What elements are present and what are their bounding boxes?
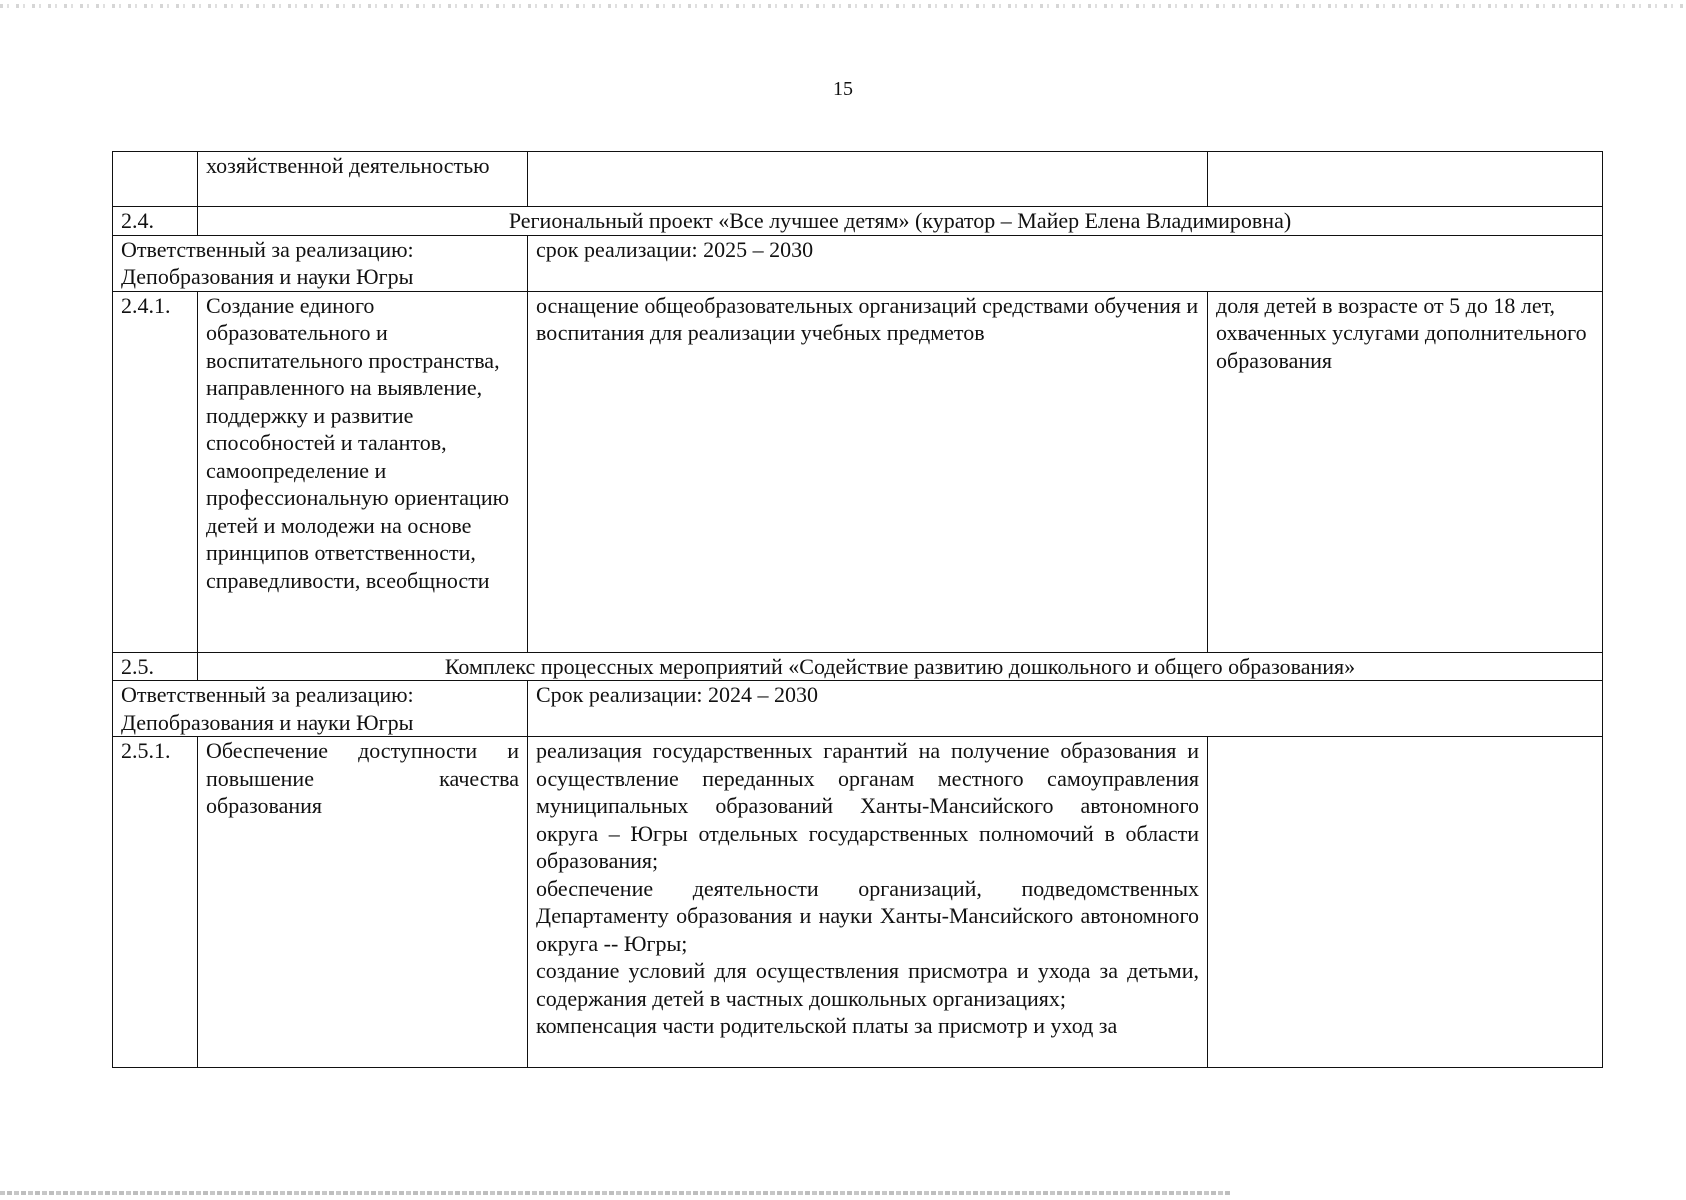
indicator-cell: доля детей в возрасте от 5 до 18 лет, охваченных услугами дополнительного образования [1208,291,1603,652]
task-number: 2.4.1. [113,291,198,652]
task-name-cell: Создание единого образовательного и воспитательного пространства, направленного на выявление, поддержку и развитие способностей и талантов, самоопределение и профессиональную ориентацию детей и молодежи на основе принципов ответственности, справедливости, всеобщности [198,291,528,652]
indicator-cell [1208,152,1603,207]
effect-item: создание условий для осуществления присмотра и ухода за детьми, содержания детей в частных дошкольных организациях; [536,958,1199,1011]
scan-artifact-bottom [0,1191,1230,1195]
section-header-row [113,207,1603,236]
responsible-row [113,235,1603,291]
section-title: Региональный проект «Все лучшее детям» (куратор – Майер Елена Владимировна) [198,207,1603,236]
task-number: 2.5.1. [113,737,198,1068]
effect-cell: оснащение общеобразовательных организаций средствами обучения и воспитания для реализации учебных предметов [528,291,1208,652]
section-number: 2.4. [113,207,198,236]
program-table [112,151,1603,1068]
effect-item: компенсация части родительской платы за присмотр и уход за [536,1013,1118,1038]
responsible-row [113,681,1603,737]
section-number: 2.5. [113,652,198,681]
page-number: 15 [833,78,853,100]
section-header-row [113,652,1603,681]
effect-item: реализация государственных гарантий на получение образования и осуществление переданных органам местного самоуправления муниципальных образований Ханты-Мансийского автономного округа – Югры отдельных государственных полномочий в области образования; [536,738,1199,873]
effect-cell [528,737,1208,1068]
effect-item: обеспечение деятельности организаций, подведомственных Департаменту образования и науки Ханты-Мансийского автономного округа -- Югры; [536,875,1199,956]
table-row [113,737,1603,1068]
term-cell: Срок реализации: 2024 – 2030 [528,681,1603,737]
responsible-cell: Ответственный за реализацию: Депобразования и науки Югры [113,235,528,291]
term-cell: срок реализации: 2025 – 2030 [528,235,1603,291]
table-row [113,152,1603,207]
effect-cell [528,152,1208,207]
responsible-cell: Ответственный за реализацию: Депобразования и науки Югры [113,681,528,737]
indicator-cell [1208,737,1603,1068]
scan-artifact-top [0,4,1686,8]
task-name-cell: Обеспечение доступности и повышение качества образования [198,737,528,1068]
row-number-cell [113,152,198,207]
task-name-cell: хозяйственной деятельностью [198,152,528,207]
table-row [113,291,1603,652]
section-title: Комплекс процессных мероприятий «Содействие развитию дошкольного и общего образования» [198,652,1603,681]
